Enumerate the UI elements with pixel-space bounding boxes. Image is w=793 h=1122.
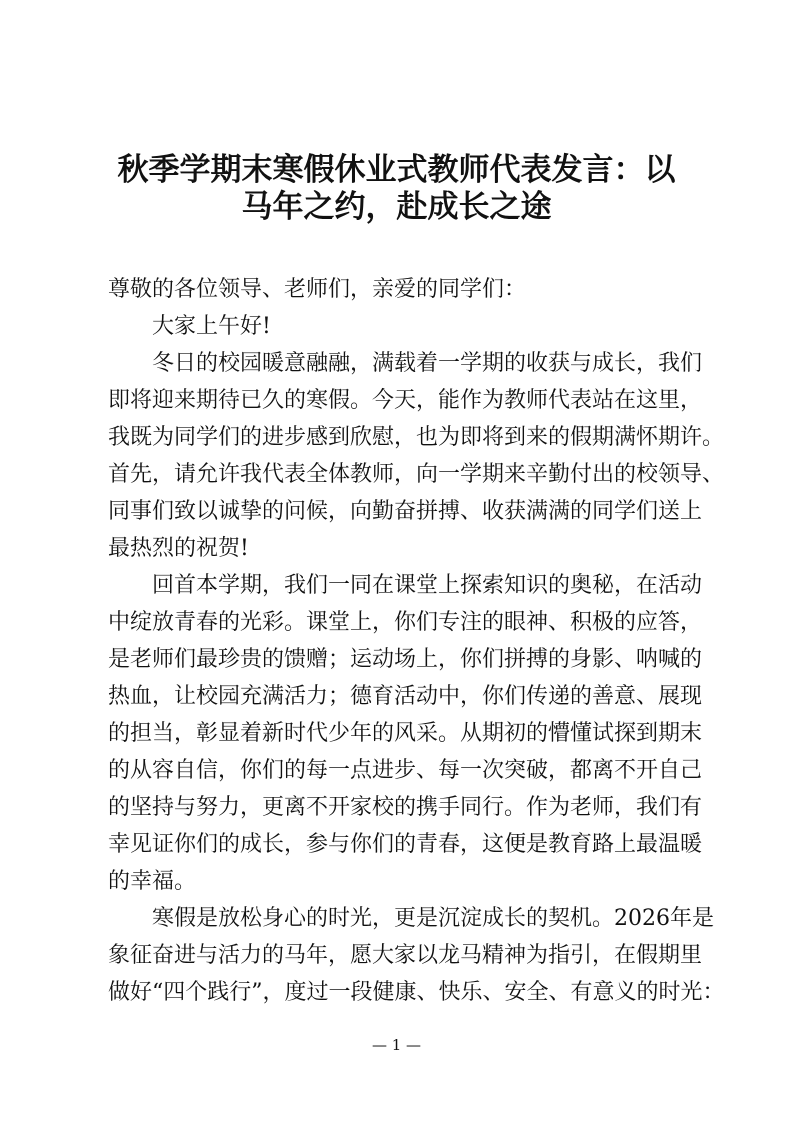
paragraph: [108, 345, 725, 567]
paragraph-line: 是老师们最珍贵的馈赠；运动场上，你们拼搏的身影、呐喊的: [108, 647, 703, 672]
title-line: 秋季学期末寒假休业式教师代表发言：以: [117, 152, 676, 188]
salutation: 尊敬的各位领导、老师们，亲爱的同学们：: [108, 277, 527, 302]
paragraph-line: 同事们致以诚挚的问候，向勤奋拼搏、收获满满的同学们送上: [108, 499, 703, 524]
paragraph-line: 的从容自信，你们的每一点进步、每一次突破，都离不开自己: [108, 758, 703, 783]
paragraph-line: 回首本学期，我们一同在课堂上探索知识的奥秘，在活动: [152, 573, 703, 598]
title-line: 马年之约，赴成长之途: [241, 189, 552, 225]
paragraph-line: 的坚持与努力，更离不开家校的携手同行。作为老师，我们有: [108, 795, 703, 820]
page-number: — 1 —: [371, 1036, 422, 1054]
paragraph-line: 冬日的校园暖意融融，满载着一学期的收获与成长，我们: [152, 351, 703, 376]
paragraph-line: 我既为同学们的进步感到欣慰，也为即将到来的假期满怀期许。: [108, 425, 725, 450]
paragraph-line: 即将迎来期待已久的寒假。今天，能作为教师代表站在这里，: [108, 388, 703, 413]
paragraph-line: 最热烈的祝贺!: [108, 536, 249, 561]
paragraph-line: 热血，让校园充满活力；德育活动中，你们传递的善意、展现: [108, 684, 703, 709]
paragraph-line: 象征奋进与活力的马年，愿大家以龙马精神为指引，在假期里: [108, 943, 703, 968]
paragraph-line: 做好“四个践行”，度过一段健康、快乐、安全、有意义的时光：: [108, 980, 725, 1005]
paragraph-line: 幸见证你们的成长，参与你们的青春，这便是教育路上最温暖: [108, 832, 703, 857]
paragraphs: [108, 345, 725, 1011]
paragraph-line: 中绽放青春的光彩。课堂上，你们专注的眼神、积极的应答，: [108, 610, 703, 635]
paragraph: [108, 567, 703, 900]
paragraph: [108, 900, 725, 1011]
paragraph-line: 的幸福。: [108, 869, 197, 894]
paragraph-line: 首先，请允许我代表全体教师，向一学期来辛勤付出的校领导、: [108, 462, 725, 487]
document-title: [96, 152, 697, 226]
paragraph-line: 寒假是放松身心的时光，更是沉淀成长的契机。2026年是: [152, 906, 714, 931]
document-body: [108, 271, 725, 1011]
greeting: 大家上午好!: [152, 314, 271, 339]
paragraph-line: 的担当，彰显着新时代少年的风采。从期初的懵懂试探到期末: [108, 721, 703, 746]
